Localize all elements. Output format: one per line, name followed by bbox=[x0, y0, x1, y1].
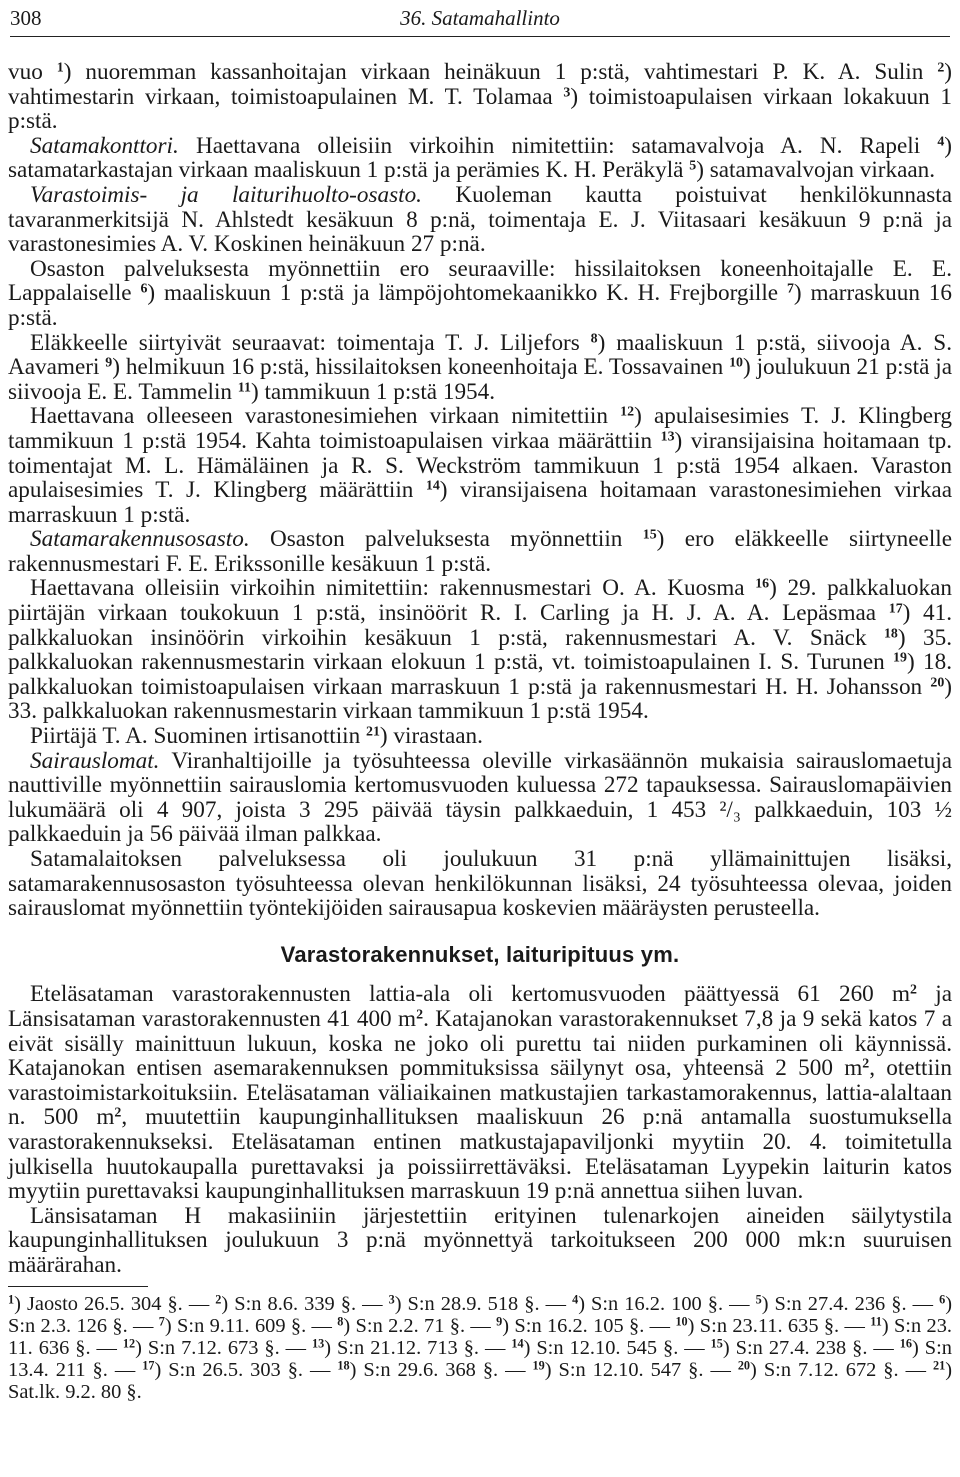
text-run: ) ero eläkkeelle siirtyneelle rakennusmestari F. E. Erikssonille kesäkuun 1 p:stä. bbox=[8, 526, 952, 577]
text-run: ) S:n 27.4. 238 §. — bbox=[722, 1336, 900, 1359]
paragraph bbox=[8, 404, 952, 527]
text-run: ) S:n 26.5. 303 §. — bbox=[154, 1359, 338, 1382]
footnote-marker: 20 bbox=[737, 1358, 751, 1373]
text-run: ) virastaan. bbox=[379, 723, 483, 750]
paragraph-group-personnel bbox=[8, 60, 952, 921]
text-run: ) 41. palkkaluokan insinöörin virkoihin kesäkuun 1 p:stä, rakennusmestari A. V. Snäck bbox=[8, 600, 952, 651]
footnote-marker: 16 bbox=[899, 1336, 913, 1351]
footnote-marker: 9 bbox=[496, 1313, 503, 1328]
text-run: , otettiin varastoimistarkoituksiin. Eteläsataman väliaikainen matkustajien tarkastamorakennus, lattia-alaltaan n. 500 m bbox=[8, 1055, 952, 1131]
text-run: . Katajanokan varastorakennukset 7,8 ja 9 sekä katos 7 a eivät sisälly mainittuun lukuun, koska ne joko oli purettu tai niiden purkaminen oli käynnissä. Katajanokan entisen asemarakennuksen pommituksissa säilynyt osa, yhteensä 2 500 m bbox=[8, 1005, 952, 1082]
footnote-marker: 12 bbox=[122, 1336, 136, 1351]
paragraph bbox=[8, 60, 952, 134]
footnote-marker: 6 bbox=[939, 1291, 946, 1306]
footnote-marker: 10 bbox=[729, 355, 743, 371]
italic-heading: Satamakonttori. bbox=[30, 132, 179, 159]
footnote-marker: 1 bbox=[56, 60, 64, 76]
footnote-marker: 4 bbox=[572, 1291, 579, 1306]
text-run: ) S:n 13.4. 211 §. — bbox=[8, 1336, 952, 1382]
text-run: ) S:n 12.10. 545 §. — bbox=[523, 1336, 711, 1359]
text-run: , muutettiin kaupunginhallituksen maaliskuun 26 p:nä antamalla suostumuksella varastorakennukseksi. Eteläsataman entinen matkustajapaviljonki myytiin 20. 4. toimitetulla julkisella huutokaupalla purettavaksi ja poissiirrettäväksi. Eteläsataman Lyypekin laiturin katos myytiin purettavaksi kaupunginhallituksen marraskuun 19 p:nä annettua siihen luvan. bbox=[8, 1104, 952, 1205]
text-run: ) satamavalvojan virkaan. bbox=[696, 157, 936, 184]
italic-heading: Satamarakennusosasto. bbox=[30, 526, 250, 553]
text-run: ) S:n 16.2. 105 §. — bbox=[502, 1314, 676, 1337]
footnote-rule bbox=[8, 1286, 148, 1287]
footnote-marker: 20 bbox=[930, 675, 945, 691]
text-run: Piirtäjä T. A. Suominen irtisanottiin bbox=[30, 723, 366, 750]
paragraph bbox=[8, 527, 952, 576]
text-run: Haettavana olleisiin virkoihin nimitettiin: satamavalvoja A. N. Rapeli bbox=[178, 132, 938, 159]
text-run: ) maaliskuun 1 p:stä ja lämpöjohtomekaanikko K. H. Frejborgille bbox=[147, 280, 787, 307]
footnote-marker: 8 bbox=[337, 1313, 344, 1328]
text-run: ) S:n 23.11. 635 §. — bbox=[687, 1314, 871, 1337]
text-run: ) S:n 21.12. 713 §. — bbox=[324, 1336, 512, 1359]
footnote-marker: 18 bbox=[337, 1358, 350, 1373]
paragraph bbox=[8, 134, 952, 183]
paragraph bbox=[8, 1204, 952, 1278]
text-run: ) 29. palkkaluokan piirtäjän virkaan toukokuun 1 p:stä, insinöörit R. I. Carling ja H. J. A. A. Lepäsmaa bbox=[8, 575, 953, 627]
footnote-marker: 1 bbox=[8, 1291, 15, 1306]
text-run: ) S:n 8.6. 339 §. — bbox=[221, 1292, 389, 1315]
text-run: ) 33. palkkaluokan rakennusmestarin virkaan tammikuun 1 p:stä 1954. bbox=[8, 673, 952, 725]
footnote-marker: 15 bbox=[642, 527, 657, 543]
text-run: ) helmikuun 16 p:stä, hissilaitoksen koneenhoitaja E. Tossavainen bbox=[112, 354, 730, 381]
text-run: ) viransijaisena hoitamaan varastonesimiehen virkaa marraskuun 1 p:stä. bbox=[8, 477, 953, 528]
text-run: Länsisataman H makasiiniin järjestettiin erityinen tulenarkojen aineiden säilytystila kaupunginhallituksen joulukuun 3 p:nä myönnettyä tarkoitukseen 200 000 mk:n suuruisen määrärahan. bbox=[8, 1202, 952, 1278]
footnote-marker: 3 bbox=[563, 84, 571, 100]
text-run: Viranhaltijoille ja työsuhteessa oleville virkasäännön mukaisia sairauslomaetuja nauttiville myönnettiin sairauslomia kertomusvuoden kuluessa 272 tapauksessa. Sairauslomapäivien lukumäärä oli 4 907, joista 3 295 päivää täysin palkkaeduin, 1 453 ²/₃ palkkaeduin, 103 ½ palkkaeduin ja 56 päivää ilman palkkaa. bbox=[8, 747, 952, 848]
footnote-marker: 2 bbox=[862, 1056, 870, 1072]
footnotes bbox=[8, 1293, 952, 1404]
footnote-marker: 19 bbox=[893, 650, 907, 666]
footnote-marker: 7 bbox=[158, 1313, 165, 1328]
text-run: ) 35. palkkaluokan rakennusmestarin virkaan elokuun 1 p:stä, vt. toimistoapulainen I. S. Turunen bbox=[8, 624, 952, 676]
page-number: 308 bbox=[10, 6, 42, 30]
text-run: ) S:n 9.11. 609 §. — bbox=[164, 1314, 338, 1337]
footnote-marker: 11 bbox=[237, 380, 251, 396]
running-title: 36. Satamahallinto bbox=[400, 6, 560, 30]
text-run: ) S:n 2.3. 126 §. — bbox=[8, 1292, 952, 1337]
italic-heading: Varastoimis- ja laiturihuolto-osasto. bbox=[30, 181, 422, 208]
footnote-marker: 21 bbox=[932, 1358, 946, 1373]
paragraph bbox=[8, 183, 952, 257]
text-run: ) S:n 2.2. 71 §. — bbox=[343, 1314, 497, 1337]
footnote-marker: 5 bbox=[755, 1291, 762, 1306]
paragraph bbox=[8, 576, 952, 724]
footnote-marker: 2 bbox=[910, 982, 917, 998]
text-run: Satamalaitoksen palveluksessa oli joulukuun 31 p:nä yllämainittujen lisäksi, satamarakennusosaston työsuhteessa olevan henkilökunnan lisäksi, 24 työsuhteessa olevaa, joiden sairauslomat myönnettiin työntekijöiden sairausapua koskevien määräysten perusteella. bbox=[8, 846, 952, 922]
footnote-marker: 6 bbox=[140, 281, 148, 297]
text-run: ja Länsisataman varastorakennusten 41 400 m bbox=[8, 981, 952, 1032]
text-run: ) toimistoapulaisen virkaan lokakuun 1 p:stä. bbox=[8, 83, 952, 135]
text-run: Haettavana olleisiin virkoihin nimitettiin: rakennusmestari O. A. Kuosma bbox=[30, 575, 756, 602]
paragraph bbox=[8, 982, 952, 1203]
text-run: ) Sat.lk. 9.2. 80 §. bbox=[8, 1359, 952, 1404]
footnote-marker: 14 bbox=[425, 478, 440, 494]
footnote-marker: 16 bbox=[755, 576, 770, 592]
text-run: ) S:n 16.2. 100 §. — bbox=[578, 1292, 756, 1315]
footnote-marker: 8 bbox=[590, 330, 598, 346]
footnote-marker: 3 bbox=[388, 1291, 395, 1306]
footnote-marker: 2 bbox=[416, 1007, 424, 1023]
section-heading: Varastorakennukset, laituripituus ym. bbox=[280, 941, 680, 967]
text-run: ) satamatarkastajan virkaan maaliskuun 1 p:stä ja perämies K. H. Peräkylä bbox=[8, 132, 952, 184]
footnote-marker: 2 bbox=[215, 1291, 222, 1306]
paragraph bbox=[8, 257, 952, 331]
text-run: ) tammikuun 1 p:stä 1954. bbox=[250, 378, 496, 405]
footnote-marker: 9 bbox=[105, 355, 113, 371]
text-run: ) viransijaisina hoitamaan tp. toimentajat M. L. Hämäläinen ja R. S. Weckström tammikuun 1 p:stä 1954 alkaen. Varaston apulaisesimies T. J. Klingberg määrättiin bbox=[8, 427, 952, 504]
text-run: ) S:n 7.12. 673 §. — bbox=[135, 1336, 313, 1359]
text-run: ) S:n 27.4. 236 §. — bbox=[761, 1292, 940, 1315]
footnote-marker: 5 bbox=[689, 158, 697, 174]
footnote-marker: 18 bbox=[883, 626, 898, 642]
footnote-marker: 10 bbox=[675, 1313, 688, 1328]
footnote-marker: 2 bbox=[114, 1105, 122, 1121]
text-run: Haettavana olleeseen varastonesimiehen virkaan nimitettiin bbox=[30, 403, 621, 430]
text-run: ) maaliskuun 1 p:stä, siivooja A. S. Aavameri bbox=[8, 329, 952, 381]
text-run: Osaston palveluksesta myönnettiin ero seuraaville: hissilaitoksen koneenhoitajalle E. E. Lappalaiselle bbox=[8, 255, 952, 307]
text-run: ) joulukuun 21 p:stä ja siivooja E. E. Tammelin bbox=[8, 354, 952, 405]
paragraph bbox=[8, 847, 952, 921]
text-run: Osaston palveluksesta myönnettiin bbox=[249, 526, 643, 553]
text-run: ) Jaosto 26.5. 304 §. — bbox=[14, 1292, 216, 1315]
text-run: ) S:n 23. 11. 636 §. — bbox=[8, 1314, 952, 1359]
text-run: ) S:n 29.6. 368 §. — bbox=[349, 1359, 533, 1382]
paragraph bbox=[8, 331, 952, 405]
footnote-marker: 11 bbox=[870, 1313, 882, 1328]
footnote-marker: 2 bbox=[937, 60, 945, 76]
italic-heading: Sairauslomat. bbox=[30, 747, 160, 774]
paragraph bbox=[8, 749, 952, 847]
text-run: ) S:n 28.9. 518 §. — bbox=[394, 1292, 573, 1315]
footnote-marker: 19 bbox=[532, 1358, 545, 1373]
footnote-marker: 13 bbox=[660, 429, 675, 445]
footnote-marker: 7 bbox=[786, 281, 794, 297]
footnote-marker: 21 bbox=[366, 724, 380, 740]
footnote-line bbox=[8, 1293, 952, 1404]
page-header bbox=[10, 6, 950, 37]
text-run: Kuoleman kautta poistuivat henkilökunnasta tavaranmerkitsijä N. Ahlstedt kesäkuun 8 p:nä, toimentaja E. J. Viitasaari kesäkuun 9 p:nä ja varastonesimies A. V. Koskinen heinäkuun 27 p:nä. bbox=[8, 181, 952, 258]
paragraph-group-warehouses bbox=[8, 982, 952, 1277]
text-run: ) S:n 12.10. 547 §. — bbox=[544, 1359, 738, 1382]
text-run: ) 18. palkkaluokan toimistoapulaisen virkaan marraskuun 1 p:stä ja rakennusmestari H. H. Johansson bbox=[8, 649, 952, 700]
footnote-marker: 12 bbox=[620, 404, 635, 420]
main-text bbox=[8, 60, 952, 1404]
footnote-marker: 14 bbox=[511, 1336, 524, 1351]
text-run: ) marraskuun 16 p:stä. bbox=[8, 280, 952, 331]
text-run: ) vahtimestarin virkaan, toimistoapulainen M. T. Tolamaa bbox=[8, 59, 952, 110]
text-run: Eteläsataman varastorakennusten lattia-ala oli kertomusvuoden päättyessä 61 260 m bbox=[30, 981, 911, 1008]
footnote-marker: 15 bbox=[710, 1336, 723, 1351]
text-run: ) apulaisesimies T. J. Klingberg tammikuun 1 p:stä 1954. Kahta toimistoapulaisen virkaa määrättiin bbox=[8, 403, 952, 454]
footnote-marker: 17 bbox=[888, 601, 903, 617]
text-run: ) nuoremman kassanhoitajan virkaan heinäkuun 1 p:stä, vahtimestari P. K. A. Sulin bbox=[63, 59, 938, 85]
paragraph bbox=[8, 724, 952, 749]
footnote-marker: 13 bbox=[312, 1336, 325, 1351]
text-run: ) S:n 7.12. 672 §. — bbox=[750, 1359, 933, 1382]
footnote-marker: 17 bbox=[142, 1358, 155, 1373]
text-run: Eläkkeelle siirtyivät seuraavat: toimentaja T. J. Liljefors bbox=[30, 329, 591, 356]
text-run: vuo bbox=[8, 59, 57, 85]
footnote-marker: 4 bbox=[937, 134, 945, 150]
